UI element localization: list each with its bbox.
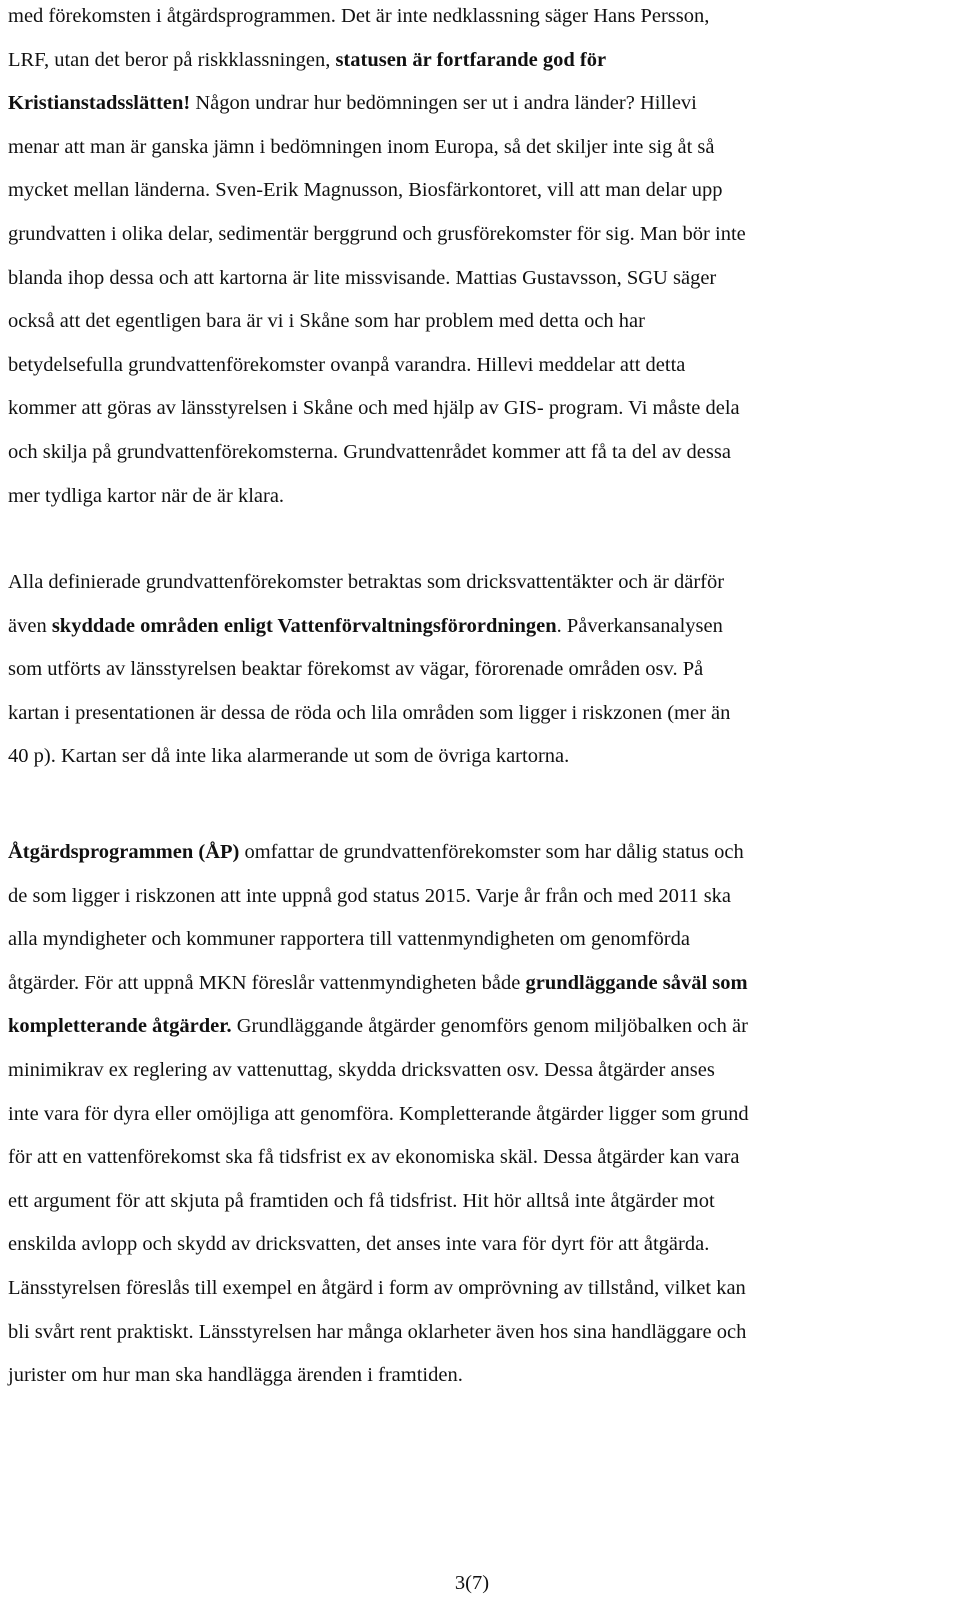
text-line: med förekomsten i åtgärdsprogrammen. Det är inte nedklassning säger Hans Persson, <box>8 5 710 27</box>
text-line <box>8 831 749 875</box>
text-line: bli svårt rent praktiskt. Länsstyrelsen har många oklarheter även hos sina handläggare och <box>8 1320 747 1343</box>
text-line: 40 p). Kartan ser då inte lika alarmerande ut som de övriga kartorna. <box>8 745 570 768</box>
text-line: enskilda avlopp och skydd av dricksvatten, det anses inte vara för dyrt för att åtgärda. <box>8 1233 710 1256</box>
text-line: kommer att göras av länsstyrelsen i Skåne och med hjälp av GIS- program. Vi måste dela <box>8 397 740 420</box>
text-run: LRF, utan det beror på riskklassningen, <box>8 48 336 71</box>
bold-text-run: Kristianstadsslätten! <box>8 92 191 115</box>
text-line: Länsstyrelsen föreslås till exempel en åtgärd i form av omprövning av tillstånd, vilket kan <box>8 1276 746 1299</box>
text-line: och skilja på grundvattenförekomsterna. Grundvattenrådet kommer att få ta del av dessa <box>8 440 731 463</box>
text-line: blanda ihop dessa och att kartorna är lite missvisande. Mattias Gustavsson, SGU säger <box>8 266 717 289</box>
text-line: mer tydliga kartor när de är klara. <box>8 484 285 507</box>
text-line: betydelsefulla grundvattenförekomster ovanpå varandra. Hillevi meddelar att detta <box>8 353 686 376</box>
text-run: åtgärder. För att uppnå MKN föreslår vattenmyndigheten både <box>8 971 526 994</box>
bold-text-run: kompletterande åtgärder. <box>8 1015 232 1038</box>
text-line: inte vara för dyra eller omöjliga att genomföra. Kompletterande åtgärder ligger som grund <box>8 1102 749 1125</box>
text-line: de som ligger i riskzonen att inte uppnå god status 2015. Varje år från och med 2011 ska <box>8 884 732 907</box>
text-line <box>8 1005 749 1049</box>
paragraph-meeting-notes <box>8 0 746 518</box>
text-line <box>8 962 749 1006</box>
text-run: även <box>8 614 52 637</box>
bold-text-run: statusen är fortfarande god för <box>335 48 607 71</box>
text-run: omfattar de grundvattenförekomster som har dålig status och <box>239 841 744 863</box>
text-line <box>8 39 746 83</box>
text-line: för att en vattenförekomst ska få tidsfrist ex av ekonomiska skäl. Dessa åtgärder kan vara <box>8 1146 740 1169</box>
text-run: . Påverkansanalysen <box>556 614 723 637</box>
text-line: ett argument för att skjuta på framtiden och få tidsfrist. Hit hör alltså inte åtgärder mot <box>8 1189 715 1212</box>
text-line <box>8 82 746 126</box>
bold-text-run: grundläggande såväl som <box>525 971 748 994</box>
bold-text-run: Åtgärdsprogrammen (ÅP) <box>8 841 240 863</box>
paragraph-action-programmes <box>8 831 749 1398</box>
text-run: Någon undrar hur bedömningen ser ut i andra länder? Hillevi <box>190 92 697 115</box>
bold-text-run: skyddade områden enligt Vattenförvaltningsförordningen <box>51 614 557 637</box>
text-run: Grundläggande åtgärder genomförs genom miljöbalken och är <box>231 1015 748 1038</box>
text-line: kartan i presentationen är dessa de röda och lila områden som ligger i riskzonen (mer än <box>8 701 731 724</box>
text-line: som utförts av länsstyrelsen beaktar förekomst av vägar, förorenade områden osv. På <box>8 658 704 681</box>
text-line: menar att man är ganska jämn i bedömningen inom Europa, så det skiljer inte sig åt så <box>8 135 715 158</box>
text-line: också att det egentligen bara är vi i Skåne som har problem med detta och har <box>8 310 645 333</box>
text-line: grundvatten i olika delar, sedimentär berggrund och grusförekomster för sig. Man bör inte <box>8 222 746 245</box>
paragraph-protected-areas <box>8 561 730 779</box>
text-line: Alla definierade grundvattenförekomster betraktas som dricksvattentäkter och är därför <box>8 571 725 593</box>
text-line: minimikrav ex reglering av vattenuttag, skydda dricksvatten osv. Dessa åtgärder anses <box>8 1058 715 1081</box>
text-line: mycket mellan länderna. Sven-Erik Magnusson, Biosfärkontoret, vill att man delar upp <box>8 179 723 202</box>
page-number: 3(7) <box>454 1572 490 1594</box>
text-line: alla myndigheter och kommuner rapportera till vattenmyndigheten om genomförda <box>8 928 690 951</box>
text-line <box>8 605 730 649</box>
text-line: jurister om hur man ska handlägga ärenden i framtiden. <box>8 1364 463 1387</box>
